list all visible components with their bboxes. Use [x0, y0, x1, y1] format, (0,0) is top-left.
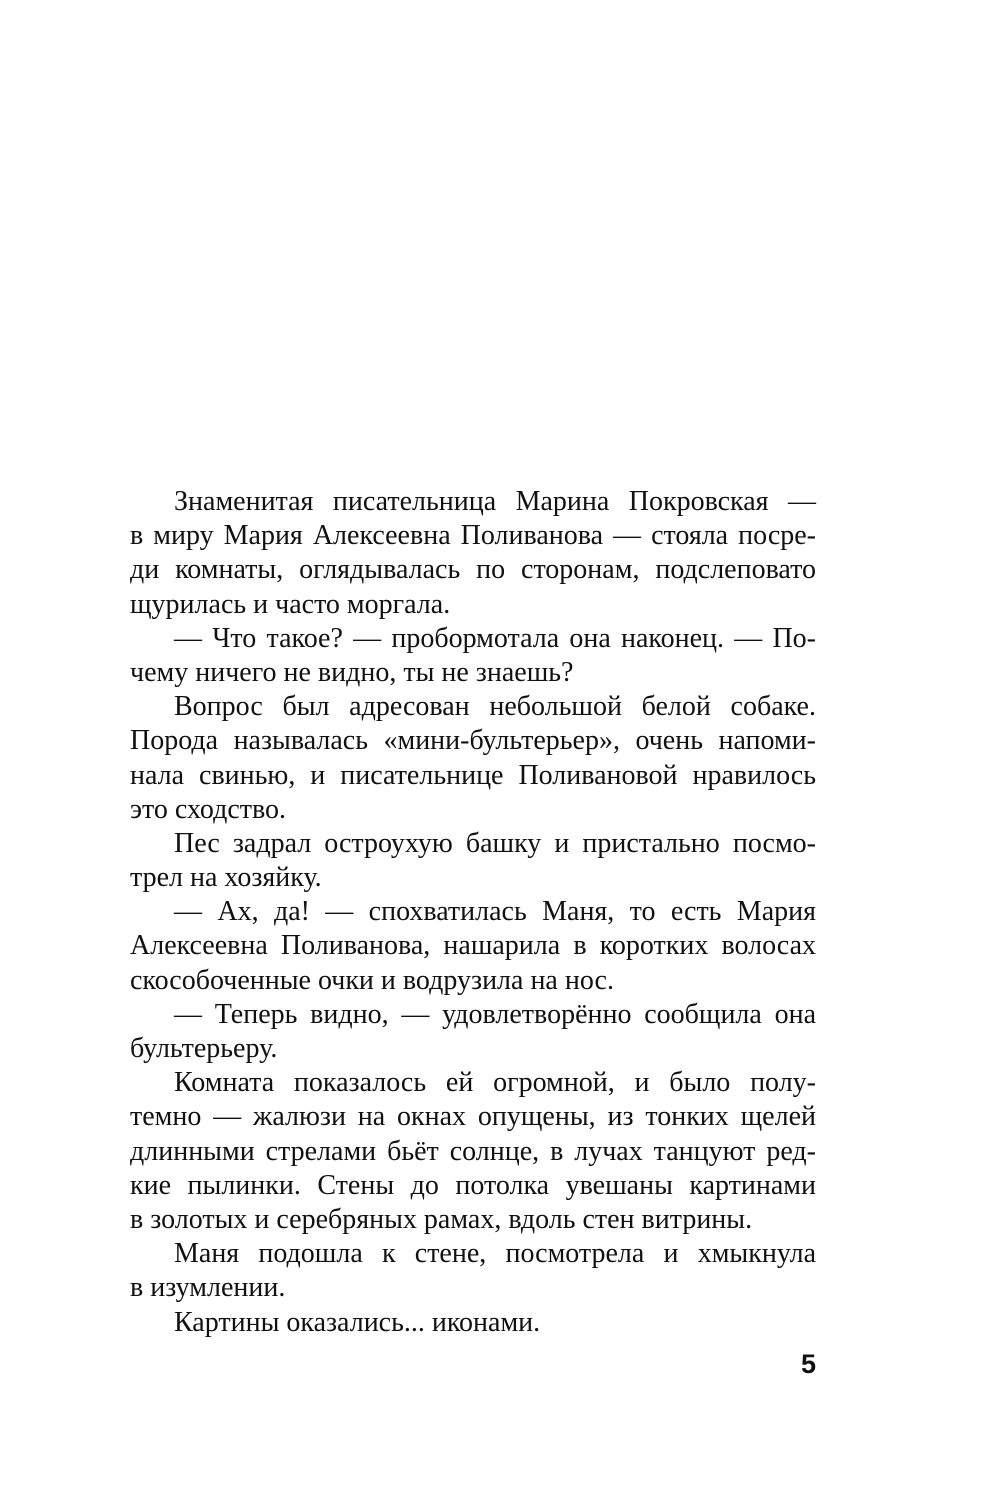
text-line: трел на хозяйку.: [130, 862, 322, 894]
text-line: в изумлении.: [130, 1272, 286, 1304]
text-line: Картины оказались... иконами.: [174, 1306, 541, 1338]
page-number: 5: [800, 1349, 816, 1379]
text-line: Комната показалось ей огромной, и было полу-: [174, 1067, 816, 1099]
text-line: нала свинью, и писательнице Поливановой нравилось: [130, 759, 816, 791]
text-line: ди комнаты, оглядывалась по сторонам, подслеповато: [130, 554, 816, 586]
text-line: — Что такое? — пробормотала она наконец. — По-: [174, 622, 816, 654]
text-line: чему ничего не видно, ты не знаешь?: [130, 656, 574, 688]
text-line: Порода называлась «мини-бультерьер», очень напоми-: [130, 725, 816, 757]
body-text: [130, 485, 816, 1340]
text-line: Алексеевна Поливанова, нашарила в коротких волосах: [130, 930, 816, 962]
text-line: щурилась и часто моргала.: [130, 588, 451, 620]
text-line: это сходство.: [130, 793, 287, 825]
text-line: в миру Мария Алексеевна Поливанова — стояла посре-: [130, 520, 816, 552]
text-line: скособоченные очки и водрузила на нос.: [130, 964, 614, 996]
text-line: в золотых и серебряных рамах, вдоль стен витрины.: [130, 1203, 753, 1235]
text-line: Знаменитая писательница Марина Покровская —: [174, 486, 816, 517]
text-line: Вопрос был адресован небольшой белой собаке.: [174, 691, 816, 723]
text-line: кие пылинки. Стены до потолка увешаны картинами: [130, 1169, 816, 1201]
text-line: — Теперь видно, — удовлетворённо сообщила она: [174, 998, 816, 1030]
text-line: темно — жалюзи на окнах опущены, из тонких щелей: [130, 1101, 816, 1133]
text-line: бультерьеру.: [130, 1033, 278, 1064]
text-line: Маня подошла к стене, посмотрела и хмыкнула: [174, 1238, 816, 1270]
text-line: длинными стрелами бьёт солнце, в лучах танцуют ред-: [130, 1135, 816, 1167]
text-line: — Ах, да! — спохватилась Маня, то есть Мария: [174, 896, 816, 928]
text-line: Пес задрал остроухую башку и пристально посмо-: [174, 827, 816, 859]
